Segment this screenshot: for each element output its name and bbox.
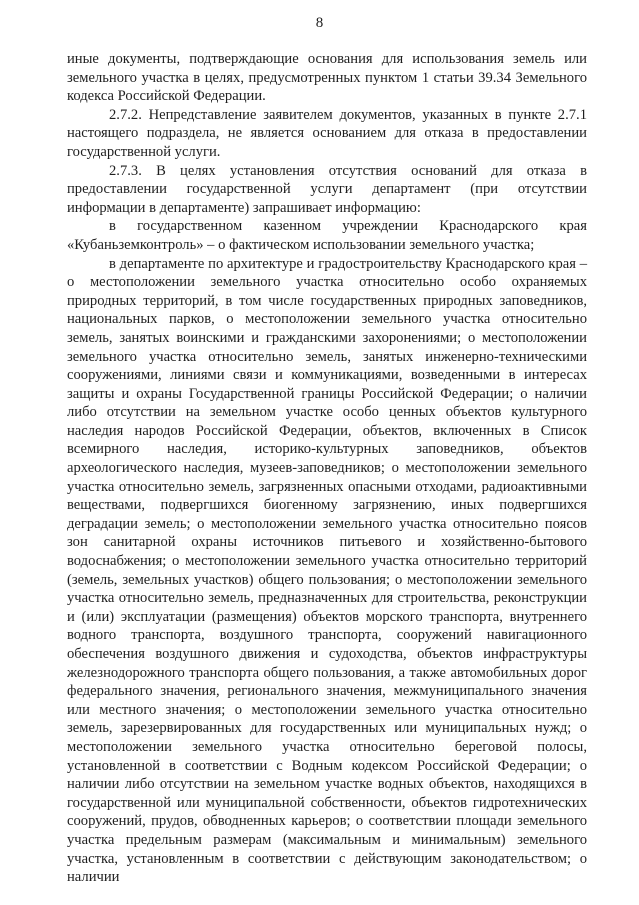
page-number: 8 xyxy=(315,15,324,31)
paragraph-2-7-3: 2.7.3. В целях установления отсутствия оснований для отказа в предоставлении государственной услуги департамент (при отсутствии информации в департаменте) запрашивает информацию: xyxy=(67,162,587,216)
paragraph-kubanzemkontrol: в государственном казенном учреждении Краснодарского края «Кубаньземконтроль» – о фактическом использовании земельного участка; xyxy=(67,218,587,253)
paragraph-continuation: иные документы, подтверждающие основания для использования земель или земельного участка в целях, предусмотренных пунктом 1 статьи 39.34 Земельного кодекса Российской Федерации. xyxy=(67,51,587,105)
paragraph-architecture-department: в департаменте по архитектуре и градостроительству Краснодарского края – о местоположении земельного участка относительно особо охраняемых природных территорий, в том числе государственных природных заповедников, национальных парков, о местоположении земельного участка относительно земель, занятых воинскими и гражданскими захоронениями; о местоположении земельного участка относительно земель, занятых инженерно-техническими сооружениями, линиями связи и коммуникациями, возведенными в интересах защиты и охраны Государственной границы Российской Федерации; о наличии либо отсутствии на земельном участке особо ценных объектов культурного наследия народов Российской Федерации, объектов, включенных в Список всемирного наследия, историко-культурных заповедников, объектов археологического наследия, музеев-заповедников; о местоположении земельного участка относительно земель, загрязненных опасными отходами, радиоактивными веществами, подвергшихся биогенному загрязнению, иных подвергшихся деградации земель; о местоположении земельного участка относительно поясов зон санитарной охраны источников питьевого и хозяйственно-бытового водоснабжения; о местоположении земельного участка относительно территорий (земель, земельных участков) общего пользования; о местоположении земельного участка относительно земель, предназначенных для строительства, реконструкции и (или) эксплуатации (размещения) объектов морского транспорта, внутреннего водного транспорта, воздушного транспорта, сооружений навигационного обеспечения воздушного движения и судоходства, объектов инфраструктуры железнодорожного транспорта общего пользования, а также автомобильных дорог федерального значения, регионального значения, межмуниципального значения или местного значения; о местоположении земельного участка относительно земель, зарезервированных для государственных или муниципальных нужд; о местоположении земельного участка относительно береговой полосы, установленной в соответствии с Водным кодексом Российской Федерации; о наличии либо отсутствии на земельном участке водных объектов, находящихся в государственной или муниципальной собственности, объектов гидротехнических сооружений, прудов, обводненных карьеров; о соответствии площади земельного участка предельным размерам (максимальным и минимальным) земельного участка, установленным в соответствии с действующим законодательством; о наличии xyxy=(67,255,587,886)
paragraph-2-7-2: 2.7.2. Непредставление заявителем документов, указанных в пункте 2.7.1 настоящего подраздела, не является основанием для отказа в предоставлении государственной услуги. xyxy=(67,106,587,160)
document-body xyxy=(67,50,587,887)
